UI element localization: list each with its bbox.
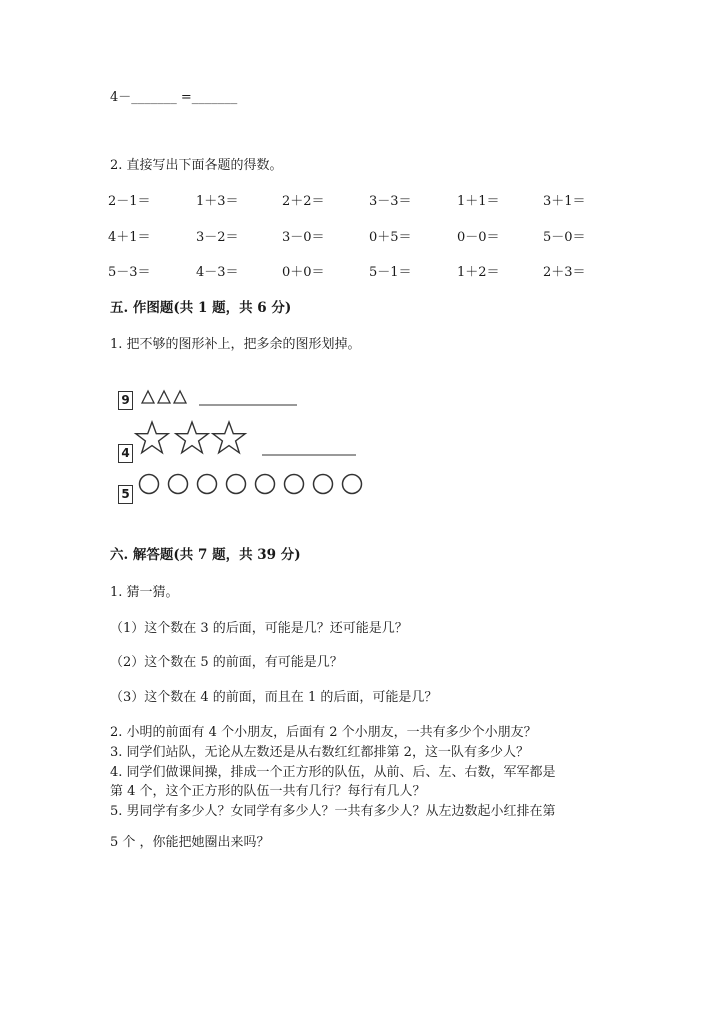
star-shape <box>213 422 245 453</box>
arithmetic-item: 0＋5＝ <box>369 230 412 245</box>
number-box: 4 <box>118 444 133 463</box>
arithmetic-item: 0＋0＝ <box>282 265 325 280</box>
arithmetic-item: 3＋1＝ <box>543 194 586 209</box>
section6-q1: 1. 猜一猜。 <box>110 585 179 600</box>
circle-shape <box>256 475 275 494</box>
section5-heading: 五. 作图题(共 1 题，共 6 分) <box>110 300 292 316</box>
arithmetic-item: 2＋3＝ <box>543 265 586 280</box>
section6-heading: 六. 解答题(共 7 题，共 39 分) <box>110 547 301 563</box>
section6-q5-line1: 5. 男同学有多少人？女同学有多少人？一共有多少人？从左边数起小红排在第 <box>110 804 556 819</box>
q2-title: 2. 直接写出下面各题的得数。 <box>110 158 283 173</box>
number-box: 9 <box>118 391 133 410</box>
arithmetic-item: 3－0＝ <box>282 230 325 245</box>
section6-q1-sub2: （2）这个数在 5 的前面，有可能是几？ <box>110 655 343 670</box>
star-shape <box>136 422 168 453</box>
circle-shape <box>285 475 304 494</box>
arithmetic-item: 5－0＝ <box>543 230 586 245</box>
arithmetic-item: 3－3＝ <box>369 194 412 209</box>
arithmetic-item: 4＋1＝ <box>108 230 151 245</box>
number-box: 5 <box>118 485 133 504</box>
arithmetic-item: 2－1＝ <box>108 194 151 209</box>
arithmetic-item: 5－3＝ <box>108 265 151 280</box>
arithmetic-item: 4－3＝ <box>196 265 239 280</box>
section6-q4-line1: 4. 同学们做课间操，排成一个正方形的队伍，从前、后、左、右数，军军都是 <box>110 765 556 780</box>
circle-shape <box>198 475 217 494</box>
section6-q5-line2: 5 个 ，你能把她圈出来吗？ <box>110 835 270 850</box>
star-shape <box>176 422 208 453</box>
section6-q4-line2: 第 4 个，这个正方形的队伍一共有几行？每行有几人？ <box>110 784 426 799</box>
arithmetic-item: 2＋2＝ <box>282 194 325 209</box>
circle-shape <box>227 475 246 494</box>
arithmetic-item: 1＋2＝ <box>457 265 500 280</box>
section6-q1-sub1: （1）这个数在 3 的后面，可能是几？还可能是几？ <box>110 621 408 636</box>
circle-shape <box>169 475 188 494</box>
circle-shape <box>343 475 362 494</box>
circle-shape <box>314 475 333 494</box>
top-equation: 4－_______ =_______ <box>110 90 238 105</box>
section6-q3: 3. 同学们站队，无论从左数还是从右数红红都排第 2，这一队有多少人？ <box>110 745 529 760</box>
arithmetic-item: 0－0＝ <box>457 230 500 245</box>
triangle-shape <box>158 391 170 403</box>
arithmetic-item: 5－1＝ <box>369 265 412 280</box>
arithmetic-item: 1＋1＝ <box>457 194 500 209</box>
triangle-shape <box>142 391 154 403</box>
triangle-shape <box>174 391 186 403</box>
circle-shape <box>140 475 159 494</box>
section6-q2: 2. 小明的前面有 4 个小朋友，后面有 2 个小朋友，一共有多少个小朋友？ <box>110 725 537 740</box>
arithmetic-item: 1＋3＝ <box>196 194 239 209</box>
section5-q1: 1. 把不够的图形补上，把多余的图形划掉。 <box>110 337 361 352</box>
section6-q1-sub3: （3）这个数在 4 的前面，而且在 1 的后面，可能是几？ <box>110 690 438 705</box>
arithmetic-item: 3－2＝ <box>196 230 239 245</box>
